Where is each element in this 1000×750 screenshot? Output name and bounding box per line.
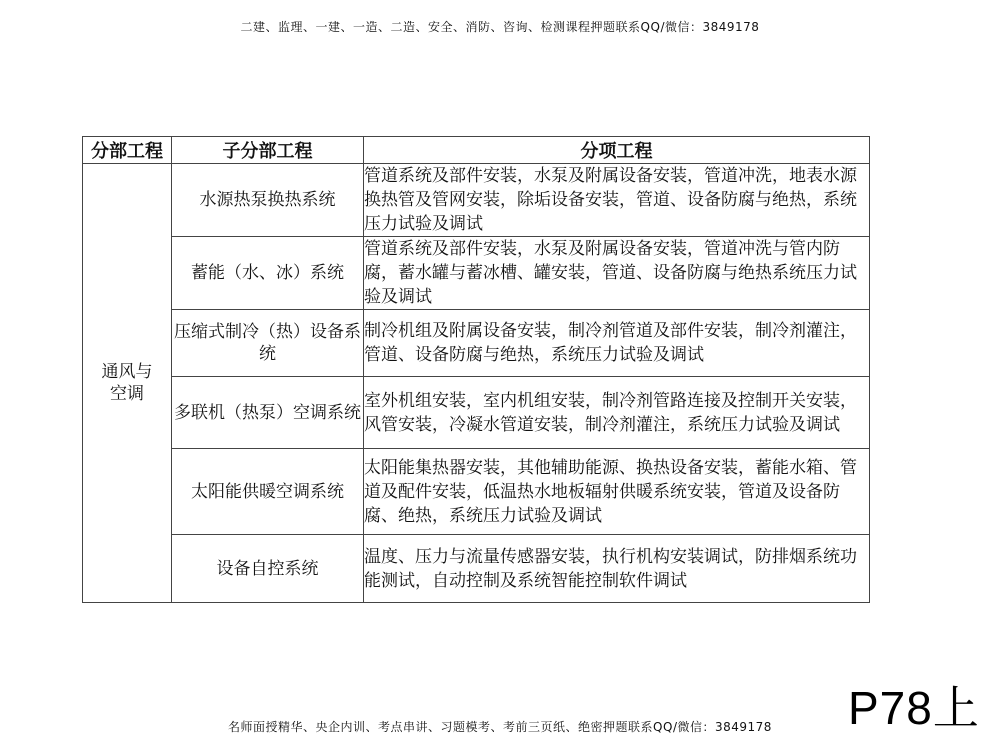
table-row bbox=[83, 310, 870, 377]
subdivision-cell: 压缩式制冷（热）设备系统 bbox=[172, 310, 364, 377]
table-row bbox=[83, 377, 870, 449]
table-row bbox=[83, 535, 870, 603]
bottom-banner: 名师面授精华、央企内训、考点串讲、习题模考、考前三页纸、绝密押题联系QQ/微信：3849178 bbox=[228, 720, 772, 734]
subdivision-cell: 太阳能供暖空调系统 bbox=[172, 449, 364, 535]
items-cell: 管道系统及部件安装，水泵及附属设备安装，管道冲洗与管内防腐，蓄水罐与蓄冰槽、罐安装，管道、设备防腐与绝热系统压力试验及调试 bbox=[364, 237, 870, 310]
page-number: P78上 bbox=[848, 682, 980, 734]
table-header-row bbox=[83, 137, 870, 164]
items-cell: 制冷机组及附属设备安装，制冷剂管道及部件安装，制冷剂灌注，管道、设备防腐与绝热，系统压力试验及调试 bbox=[364, 310, 870, 377]
subdivision-cell: 水源热泵换热系统 bbox=[172, 164, 364, 237]
division-cell: 通风与 空调 bbox=[83, 164, 172, 603]
table-row bbox=[83, 164, 870, 237]
items-cell: 太阳能集热器安装，其他辅助能源、换热设备安装，蓄能水箱、管道及配件安装，低温热水地板辐射供暖系统安装，管道及设备防腐、绝热，系统压力试验及调试 bbox=[364, 449, 870, 535]
items-cell: 管道系统及部件安装，水泵及附属设备安装，管道冲洗，地表水源换热管及管网安装，除垢设备安装，管道、设备防腐与绝热，系统压力试验及调试 bbox=[364, 164, 870, 237]
header-items: 分项工程 bbox=[364, 137, 870, 164]
header-division: 分部工程 bbox=[83, 137, 172, 164]
subdivision-cell: 设备自控系统 bbox=[172, 535, 364, 603]
header-subdivision: 子分部工程 bbox=[172, 137, 364, 164]
subdivision-cell: 蓄能（水、冰）系统 bbox=[172, 237, 364, 310]
table-row bbox=[83, 237, 870, 310]
subdivision-table bbox=[82, 136, 870, 603]
items-cell: 温度、压力与流量传感器安装，执行机构安装调试，防排烟系统功能测试，自动控制及系统智能控制软件调试 bbox=[364, 535, 870, 603]
table-row bbox=[83, 449, 870, 535]
items-cell: 室外机组安装，室内机组安装，制冷剂管路连接及控制开关安装，风管安装，冷凝水管道安装，制冷剂灌注，系统压力试验及调试 bbox=[364, 377, 870, 449]
subdivision-cell: 多联机（热泵）空调系统 bbox=[172, 377, 364, 449]
top-banner: 二建、监理、一建、一造、二造、安全、消防、咨询、检测课程押题联系QQ/微信：3849178 bbox=[240, 20, 760, 34]
